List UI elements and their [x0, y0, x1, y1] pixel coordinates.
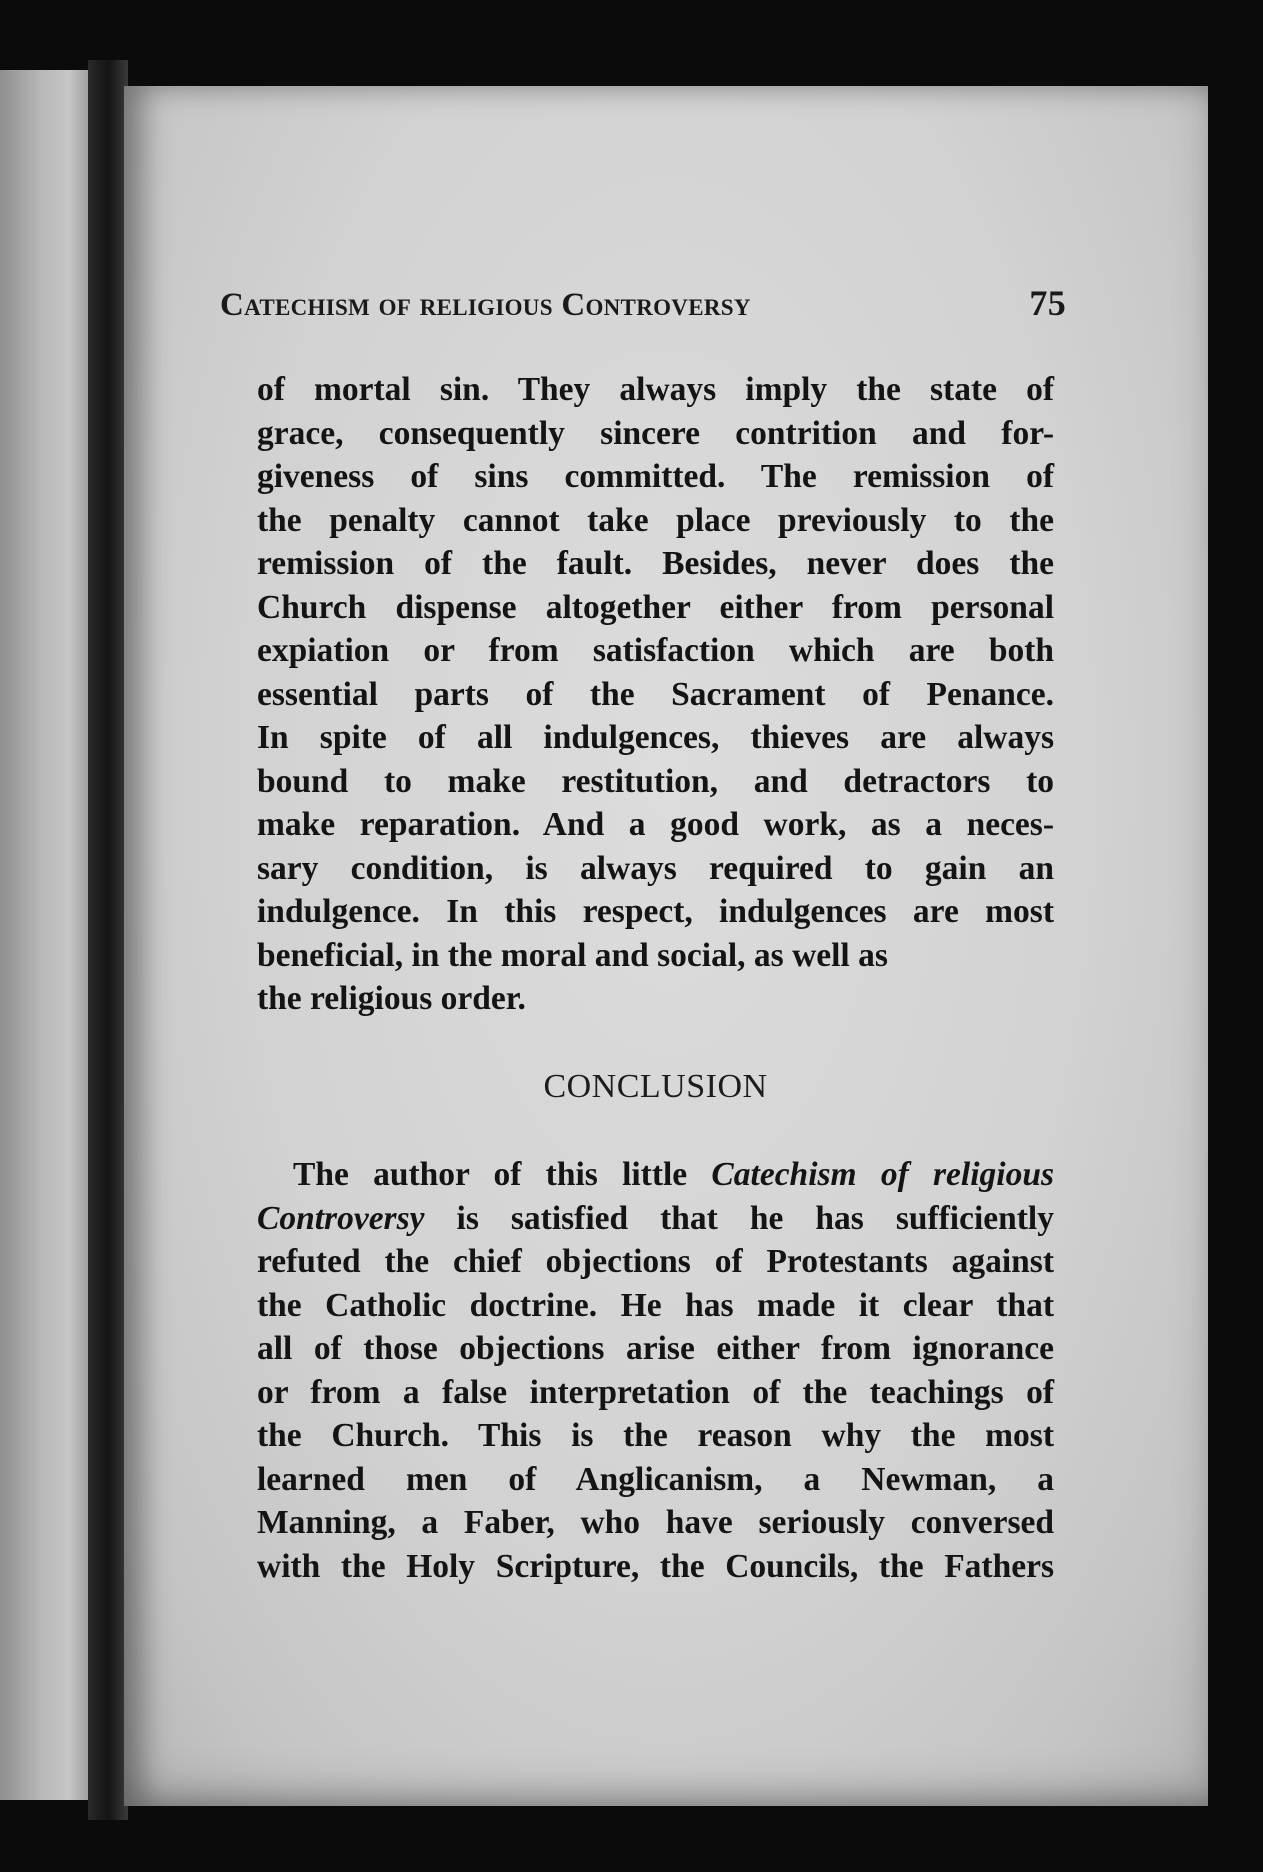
book-title-italic: Controversy [257, 1199, 425, 1237]
text-line [257, 1153, 1054, 1197]
text-line: the Catholic doctrine. He has made it clear that [257, 1286, 1054, 1324]
previous-page-edge [0, 70, 92, 1800]
section-heading: CONCLUSION [543, 1068, 768, 1105]
text-line: remission of the fault. Besides, never does the [257, 545, 1054, 582]
text-line: all of those objections arise either from ignorance [257, 1330, 1054, 1367]
text-line: sary condition, is always required to gain an [257, 849, 1054, 887]
text-line: In spite of all indulgences, thieves are always [257, 719, 1054, 756]
text-line: of mortal sin. They always imply the state of [257, 371, 1054, 408]
text-line: make reparation. And a good work, as a neces- [257, 806, 1054, 843]
page-number: 75 [1029, 283, 1066, 323]
text-line: giveness of sins committed. The remission of [257, 458, 1054, 495]
text-line: essential parts of the Sacrament of Penance. [257, 675, 1054, 713]
text-line: Manning, a Faber, who have seriously conversed [257, 1504, 1054, 1541]
text-line: learned men of Anglicanism, a Newman, a [257, 1460, 1054, 1498]
paragraph-conclusion [257, 1153, 1054, 1588]
paragraph-indulgences [257, 368, 1054, 1021]
text-line: bound to make restitution, and detractors to [257, 762, 1054, 800]
text-run: is satisfied that he has sufficiently [424, 1199, 1054, 1237]
text-line: Church dispense altogether either from personal [257, 588, 1054, 626]
text-line: the penalty cannot take place previously to the [257, 501, 1054, 539]
book-gutter [88, 60, 128, 1820]
running-head [220, 282, 1066, 324]
text-run: The author of this little [293, 1156, 712, 1193]
book-title-italic: Catechism of religious [711, 1156, 1054, 1193]
text-line: beneficial, in the moral and social, as well as [257, 936, 888, 974]
text-line: or from a false interpretation of the teachings of [257, 1373, 1054, 1411]
running-head-title: Catechism of religious Controversy [220, 287, 751, 323]
text-line: the Church. This is the reason why the most [257, 1417, 1054, 1454]
text-line: expiation or from satisfaction which are both [257, 632, 1054, 669]
text-line: indulgence. In this respect, indulgences are most [257, 893, 1054, 930]
text-line: refuted the chief objections of Protestants against [257, 1243, 1054, 1280]
text-line: grace, consequently sincere contrition and for- [257, 414, 1054, 452]
text-line: with the Holy Scripture, the Councils, the Fathers [257, 1547, 1054, 1585]
text-line: the religious order. [257, 980, 526, 1017]
text-line [257, 1197, 1054, 1241]
